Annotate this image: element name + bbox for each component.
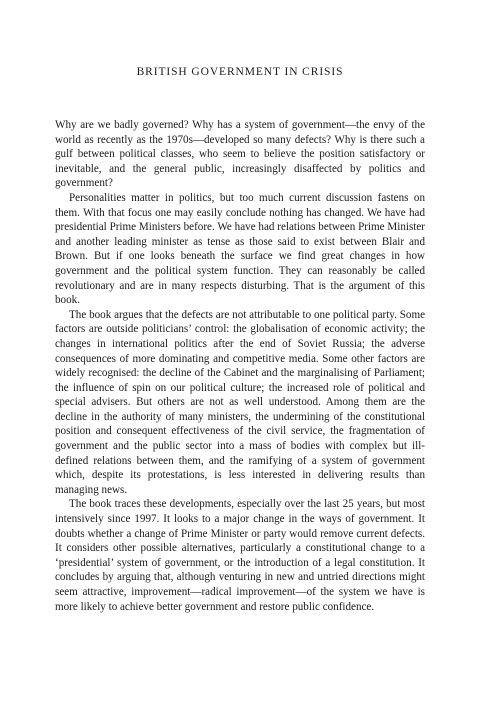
paragraph-4: The book traces these developments, especially over the last 25 years, but most intensively since 1997. It looks to a major change in the ways of government. It doubts whether a change of Prime Minister or party would remove current defects. It considers other possible alternatives, particularly a constitutional change to a ‘presidential’ system of government, or the introduction of a legal constitution. It concludes by arguing that, although venturing in new and untried directions might seem attractive, improvement—radical improvement—of the system we have is more likely to achieve better government and restore public confidence. xyxy=(55,498,425,613)
paragraph-3: The book argues that the defects are not attributable to one political party. Some factors are outside politicians’ control: the globalisation of economic activity; the changes in international politics after the end of Soviet Russia; the adverse consequences of more dominating and competitive media. Some other factors are widely recognised: the decline of the Cabinet and the marginalising of Parliament; the influence of spin on our political culture; the increased role of political and special advisers. But others are not as well understood. Among them are the decline in the authority of many ministers, the undermining of the constitutional position and consequent effectiveness of the civil service, the fragmentation of government and the public sector into a mass of bodies with complex but ill-defined relations between them, and the ramifying of a system of government which, despite its protestations, is less interested in delivering results than managing news. xyxy=(55,308,425,496)
body-text xyxy=(55,118,425,614)
running-head: BRITISH GOVERNMENT IN CRISIS xyxy=(136,66,344,78)
paragraph-1: Why are we badly governed? Why has a system of government—the envy of the world as recently as the 1970s—developed so many defects? Why is there such a gulf between political classes, who seem to believe the position satisfactory or inevitable, and the general public, increasingly disaffected by politics and government? xyxy=(55,119,425,190)
paragraph-2: Personalities matter in politics, but too much current discussion fastens on them. With that focus one may easily conclude nothing has changed. We have had presidential Prime Ministers before. We have had relations between Prime Minister and another leading minister as tense as those said to exist between Blair and Brown. But if one looks beneath the surface we find great changes in how government and the political system function. They can reasonably be called revolutionary and are in many respects disturbing. That is the argument of this book. xyxy=(55,191,425,307)
